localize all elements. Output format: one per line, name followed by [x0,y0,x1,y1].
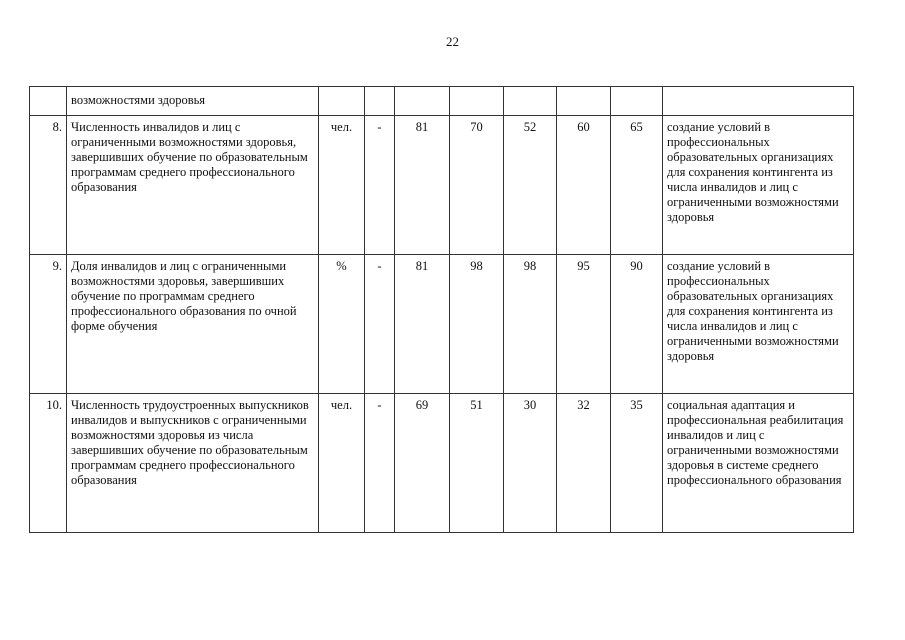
cell-value: 98 [450,255,504,394]
cell-value: 81 [395,255,450,394]
cell-base: - [365,116,395,255]
cell-indicator: возможностями здоровья [67,87,319,116]
cell-indicator: Численность трудоустроенных выпускников инвалидов и выпускников с ограниченными возможностями здоровья из числа завершивших обучение по образовательным программам среднего профессионального образования [67,394,319,533]
cell-note [663,87,854,116]
cell-value [450,87,504,116]
cell-value [611,87,663,116]
cell-number [30,87,67,116]
cell-note: создание условий в профессиональных образовательных организациях для сохранения контингента из числа инвалидов и лиц с ограниченными возможностями здоровья [663,255,854,394]
cell-base: - [365,394,395,533]
cell-value: 32 [557,394,611,533]
cell-value: 30 [504,394,557,533]
cell-value [395,87,450,116]
table-row-continuation [30,87,854,116]
table-row [30,116,854,255]
cell-value: 98 [504,255,557,394]
cell-value: 69 [395,394,450,533]
cell-number: 10. [30,394,67,533]
indicators-table [29,86,854,533]
cell-value: 60 [557,116,611,255]
cell-unit: % [319,255,365,394]
cell-value: 81 [395,116,450,255]
cell-value: 90 [611,255,663,394]
cell-unit: чел. [319,394,365,533]
page-number: 22 [446,34,459,49]
cell-value: 70 [450,116,504,255]
cell-number: 9. [30,255,67,394]
cell-value: 95 [557,255,611,394]
cell-value: 35 [611,394,663,533]
cell-unit: чел. [319,116,365,255]
cell-number: 8. [30,116,67,255]
cell-value: 52 [504,116,557,255]
table-row [30,255,854,394]
table-row [30,394,854,533]
cell-note: создание условий в профессиональных образовательных организациях для сохранения контингента из числа инвалидов и лиц с ограниченными возможностями здоровья [663,116,854,255]
cell-base: - [365,255,395,394]
cell-value [557,87,611,116]
cell-value [504,87,557,116]
cell-indicator: Численность инвалидов и лиц с ограниченными возможностями здоровья, завершивших обучение по образовательным программам среднего профессионального образования [67,116,319,255]
cell-unit [319,87,365,116]
cell-base [365,87,395,116]
cell-value: 51 [450,394,504,533]
cell-value: 65 [611,116,663,255]
cell-note: социальная адаптация и профессиональная реабилитация инвалидов и лиц с ограниченными возможностями здоровья в системе среднего профессионального образования [663,394,854,533]
cell-indicator: Доля инвалидов и лиц с ограниченными возможностями здоровья, завершивших обучение по программам среднего профессионального образования по очной форме обучения [67,255,319,394]
